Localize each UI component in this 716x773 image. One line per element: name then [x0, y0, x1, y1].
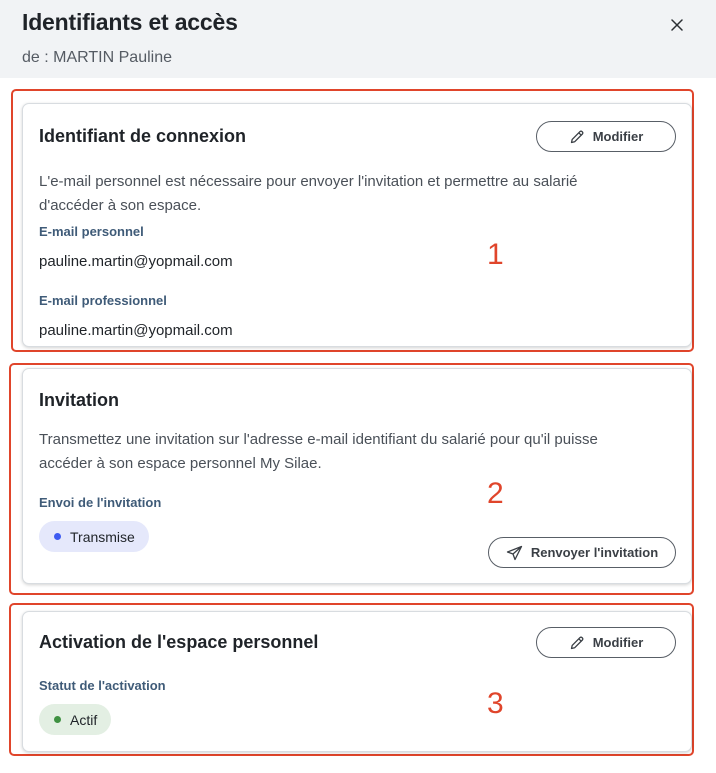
invitation-status-badge	[39, 521, 149, 552]
card-invitation-description	[39, 428, 679, 476]
card-invitation-title: Invitation	[39, 390, 119, 410]
annotation-number-1: 1	[487, 238, 504, 271]
activation-status-text: Actif	[70, 711, 98, 728]
card-login-title: Identifiant de connexion	[39, 126, 247, 146]
drawer-header	[0, 0, 716, 78]
invitation-sending-label: Envoi de l'invitation	[39, 495, 162, 510]
card-login-description-line2: d'accéder à son espace.	[39, 197, 202, 214]
invitation-status-text: Transmise	[70, 528, 135, 545]
status-dot-icon	[54, 716, 61, 723]
card-invitation-description-line2: accéder à son espace personnel My Silae.	[39, 455, 322, 472]
pencil-icon	[569, 129, 585, 145]
edit-activation-button[interactable]	[536, 627, 676, 658]
card-invitation-description-line1: Transmettez une invitation sur l'adresse e-mail identifiant du salarié pour qu'il puisse	[39, 431, 598, 448]
close-icon	[671, 19, 683, 31]
pencil-icon	[569, 635, 585, 651]
pro-email-label: E-mail professionnel	[39, 293, 167, 308]
edit-login-label: Modifier	[592, 129, 644, 144]
card-login-description-line1: L'e-mail personnel est nécessaire pour envoyer l'invitation et permettre au salarié	[39, 173, 578, 190]
close-button[interactable]	[664, 12, 690, 38]
drawer-subtitle: de : MARTIN Pauline	[22, 49, 172, 66]
annotation-number-3: 3	[487, 687, 504, 720]
activation-status-badge	[39, 704, 111, 735]
pro-email-value: pauline.martin@yopmail.com	[39, 322, 233, 339]
send-icon	[506, 545, 523, 561]
card-activation-title: Activation de l'espace personnel	[39, 632, 319, 652]
personal-email-value: pauline.martin@yopmail.com	[39, 253, 233, 270]
status-dot-icon	[54, 533, 61, 540]
card-activation	[22, 611, 692, 752]
drawer-title: Identifiants et accès	[22, 9, 238, 35]
edit-login-button[interactable]	[536, 121, 676, 152]
card-login	[22, 103, 692, 347]
resend-invitation-label: Renvoyer l'invitation	[530, 545, 659, 560]
card-login-description	[39, 170, 679, 218]
resend-invitation-button[interactable]	[488, 537, 676, 568]
edit-activation-label: Modifier	[592, 635, 644, 650]
personal-email-label: E-mail personnel	[39, 224, 144, 239]
annotation-number-2: 2	[487, 477, 504, 510]
card-invitation	[22, 368, 692, 584]
activation-status-label: Statut de l'activation	[39, 678, 166, 693]
